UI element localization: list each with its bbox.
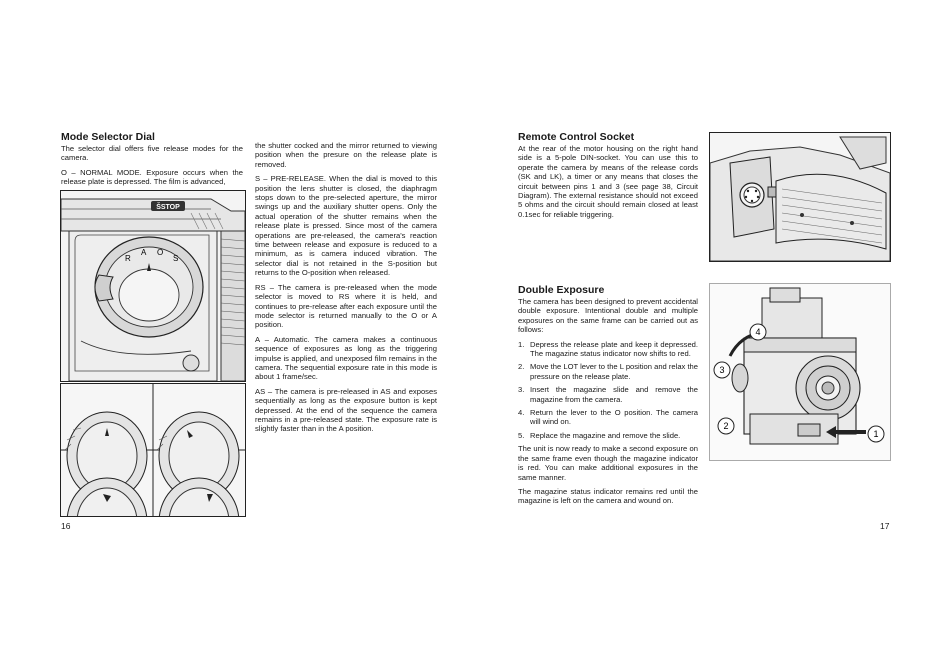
release-text-a: A – Automatic. The camera makes a continuous sequence of exposures as long as the triggering impulse is applied, and unexposed film remains in the camera. The sequential exposure rate in this mode is about 1 frame/sec. (255, 334, 437, 382)
step-text: Move the LOT lever to the L position and relax the pressure on the release plate. (530, 362, 699, 381)
step-text: Insert the magazine slide and remove the magazine from the camera. (530, 385, 698, 404)
callout-3: 3 (719, 365, 725, 375)
remote-socket-figure (709, 132, 891, 262)
step-number: 3. (518, 385, 525, 395)
double-exposure-intro: The camera has been designed to prevent accidental double exposure. Intentional double and multiple exposures on the same frame can be carried out as follows: (518, 297, 698, 335)
step-number: 4. (518, 408, 525, 418)
step-text: Depress the release plate and keep it depressed. The magazine status indicator now shifts to red. (530, 339, 698, 359)
remote-control-text: At the rear of the motor housing on the right hand side is a 5-pole DIN-socket. You can use this to operate the camera by means of the release cords (SK and LK), a timer or any means that closes the circuit between pins 1 and 3 (see page 38, Circuit Diagram). The external resistance should not exceed 5 ohms and the circuit should remain closed at least 0.1sec for reliable triggering. (518, 144, 698, 219)
dial-letter-s: S (173, 254, 179, 263)
step-number: 1. (518, 339, 525, 349)
release-text-1: the shutter cocked and the mirror returned to viewing position when the presure on the release plate is removed. (255, 141, 437, 169)
double-exposure-steps (518, 340, 698, 441)
double-exposure-heading: Double Exposure (518, 284, 605, 296)
dial-letter-r: R (125, 254, 131, 263)
step-number: 5. (518, 430, 525, 440)
page-number-left: 16 (61, 521, 71, 531)
step-text: Return the lever to the O position. The camera will wind on. (530, 408, 698, 427)
release-text-s: S – PRE-RELEASE. When the dial is moved to this position the lens shutter is closed, the diaphragm stops down to the pre-selected aperture, the mirror swings up and the auxiliary shutter opens. Only the actual operation of the shutter remains when the release plate is pressed. Since most of the camera operations are pre-released, the camera's reaction time between release and exposure is reduced to a minimum, as is camera induced vibration. The selector dial is not retained in the S-position but returns to the O-position when released. (255, 174, 437, 278)
stop-label: ŠSTOP (156, 204, 180, 211)
remote-control-heading: Remote Control Socket (518, 131, 635, 143)
callout-4: 4 (755, 327, 761, 337)
callout-1: 1 (873, 429, 879, 439)
step-item (518, 431, 698, 440)
release-text-as: AS – The camera is pre-released in AS and exposes sequentially as long as the exposure button is kept depressed. At the end of the sequence the camera remains in a pre-released state. The exposure rate is slightly faster than in the A position. (255, 386, 437, 434)
callout-2: 2 (723, 421, 729, 431)
mode-selector-intro: The selector dial offers five release modes for the camera. (61, 144, 243, 163)
step-item (518, 362, 698, 381)
double-exposure-after-1: The unit is now ready to make a second exposure on the same frame even though the magazine indicator is red. You can make additional exposures in the same manner. (518, 444, 698, 482)
page-number-right: 17 (880, 521, 890, 531)
double-exposure-after-2: The magazine status indicator remains red until the magazine is left on the camera and wound on. (518, 486, 698, 506)
remote-control-section (518, 131, 698, 224)
double-exposure-figure (709, 283, 891, 461)
step-item (518, 408, 698, 427)
mode-dial-figure (60, 190, 246, 382)
release-text-rs: RS – The camera is pre-released when the mode selector is moved to RS where it is held, and continues to pre-release after each exposure until the mode selector is returned manually to the O or A position. (255, 282, 437, 330)
step-item (518, 385, 698, 404)
mode-selector-heading: Mode Selector Dial (61, 131, 155, 143)
remote-socket-illustration (710, 133, 890, 261)
dial-letter-o: O (157, 248, 164, 257)
step-item (518, 340, 698, 359)
dial-positions-illustration (61, 384, 245, 516)
normal-mode-text: O – NORMAL MODE. Exposure occurs when the release plate is depressed. The film is advanced, (61, 167, 243, 187)
release-modes-column (255, 141, 437, 439)
double-exposure-illustration (710, 284, 890, 460)
mode-selector-section (61, 131, 243, 192)
dial-letter-a: A (141, 248, 147, 257)
step-number: 2. (518, 362, 525, 372)
double-exposure-section (518, 284, 698, 511)
mode-dial-illustration (61, 191, 245, 381)
step-text: Replace the magazine and remove the slide. (530, 430, 681, 440)
dial-positions-figure (60, 383, 246, 517)
